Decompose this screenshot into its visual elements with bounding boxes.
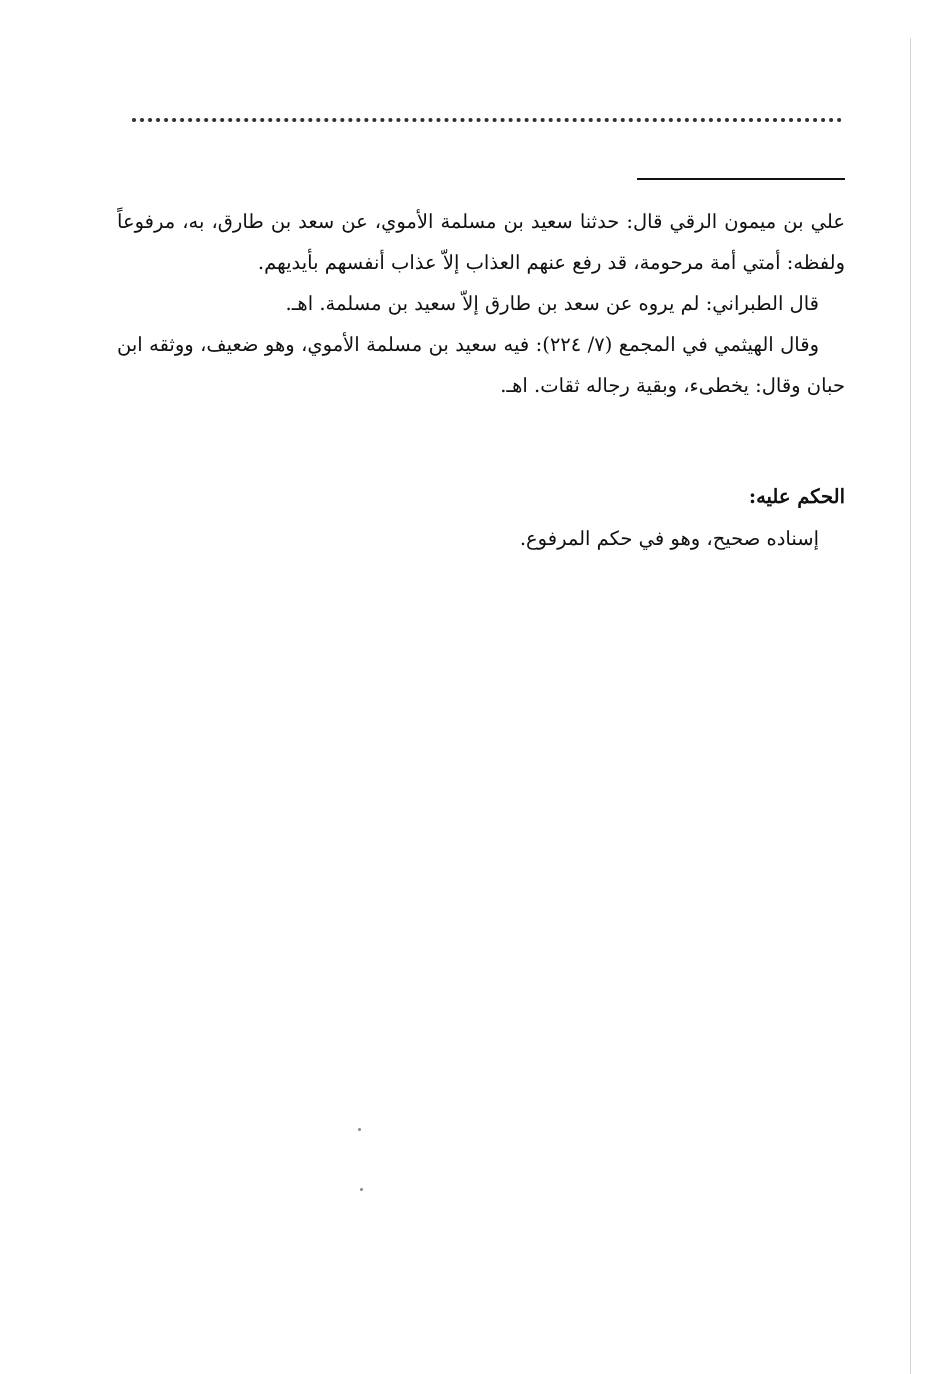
footnote-text — [117, 201, 845, 406]
ruling-body — [117, 518, 845, 559]
ruling-text: إسناده صحيح، وهو في حكم المرفوع. — [519, 527, 819, 550]
footnote-rule — [637, 178, 845, 180]
tabarani-paragraph: قال الطبراني: لم يروه عن سعد بن طارق إلاّ سعيد بن مسلمة. اهـ. — [285, 292, 819, 315]
page-edge-line — [910, 38, 911, 1374]
haythami-paragraph: وقال الهيثمي في المجمع (٧/ ٢٢٤): فيه سعيد بن مسلمة الأموي، وهو ضعيف، ووثقه ابن حبان وقال: يخطىء، وبقية رجاله ثقات. اهـ. — [117, 333, 845, 397]
scan-speck — [360, 1188, 363, 1191]
chain-paragraph: علي بن ميمون الرقي قال: حدثنا سعيد بن مسلمة الأموي، عن سعد بن طارق، به، مرفوعاً ولفظه: أمتي أمة مرحومة، قد رفع عنهم العذاب إلاّ عذاب أنفسهم بأيديهم. — [117, 210, 845, 274]
dotted-separator — [132, 118, 842, 122]
scan-speck — [358, 1128, 361, 1131]
ruling-heading: الحكم عليه: — [748, 485, 845, 508]
ruling-section — [117, 476, 845, 517]
